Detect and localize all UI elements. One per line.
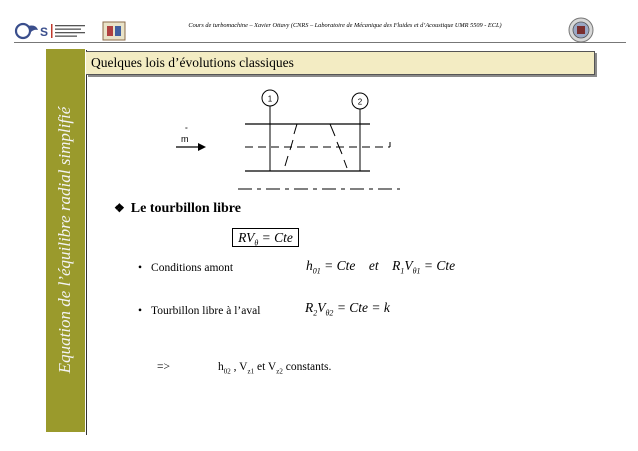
upstream-conditions-item: • Conditions amont [138,262,234,274]
lmfa-logo [100,20,128,42]
upstream-conditions-equation: $h_{01}$ = Cte et $R_1V_{\theta 1}$ = Cte [306,258,456,276]
mass-flow-dot: ° [185,127,188,134]
downstream-vortex-item: • Tourbillon libre à l’aval [138,305,261,317]
free-vortex-equation: $RV_\theta$ = Cte [232,228,299,247]
blade-row-diagram [170,86,410,194]
section-heading-text: Le tourbillon libre [130,201,241,216]
result-arrow: => [157,361,170,373]
upstream-conditions-label: Conditions amont [151,262,234,274]
section-heading [114,201,241,217]
header-rule [14,42,626,43]
downstream-vortex-label: Tourbillon libre à l’aval [151,305,261,317]
svg-text:S: S [40,25,49,39]
diamond-bullet-icon: ❖ [114,201,125,215]
blade-outline [285,124,347,168]
mass-flow-label: m [181,134,189,144]
content-border-line [86,50,87,435]
result-statement: $h_{02}$ , $V_{z1}$ et $V_{z2}$ constants. [218,361,332,376]
downstream-vortex-equation: $R_2V_{\theta 2}$ = Cte = k [305,300,390,318]
slide-title-bar [86,51,595,75]
university-seal-logo [568,17,594,43]
chapter-label: Equation de l’équilibre radial simplifié [55,106,74,374]
ecl-logo [14,20,94,42]
slide-title: Quelques lois d’évolutions classiques [91,55,294,70]
course-header: Cours de turbomachine – Xavier Ottavy (CNRS – Laboratoire de Mécanique des Fluides et d’Acoustique UMR 5509 - ECL) [188,22,502,29]
station-2-label: 2 [357,97,363,107]
station-1-label: 1 [267,94,273,104]
